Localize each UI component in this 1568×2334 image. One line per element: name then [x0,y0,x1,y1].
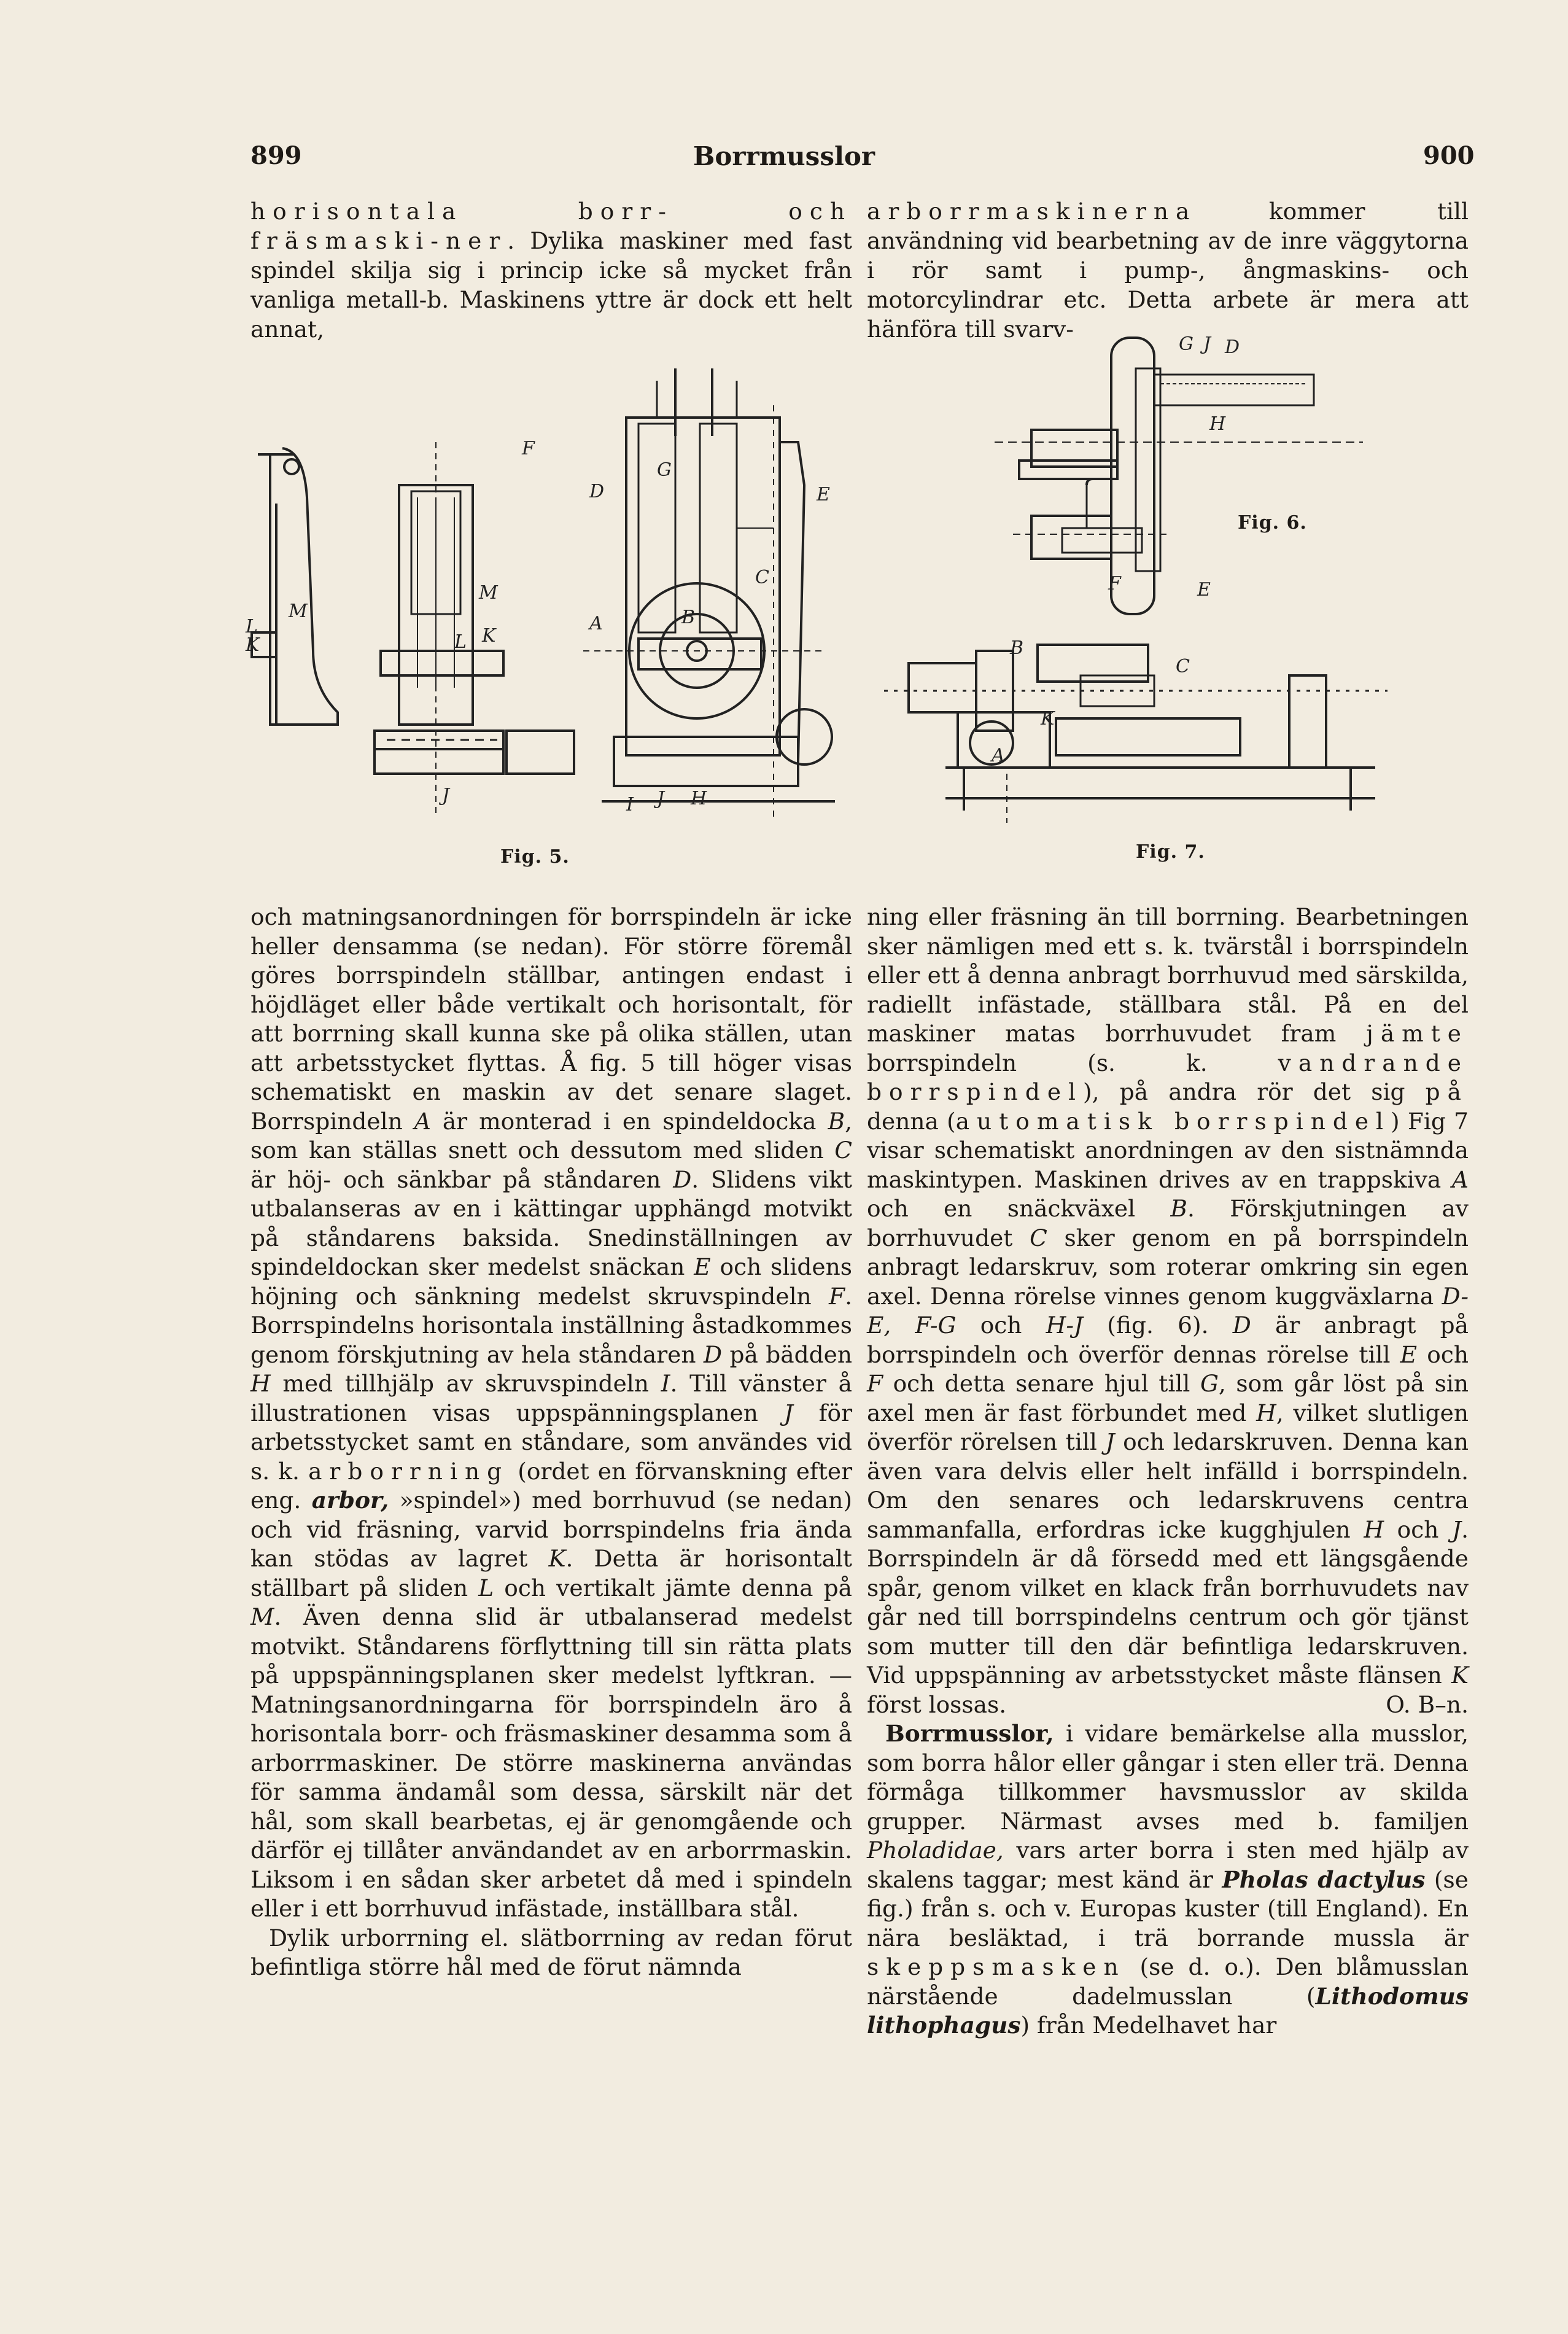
text-run: , som kan ställas snett och dessutom med sliden [250,1107,852,1164]
fig6-label-e: E [1197,579,1211,601]
figure-6-gear-train [995,332,1375,626]
text-run: ) från Medelhavet har [1020,2012,1277,2039]
text-run: , som går löst på sin axel men är fast förbundet med [867,1370,1469,1426]
text-run: H [250,1370,271,1397]
text-run: . Även denna slid är utbalanserad medelst motvikt. Ståndarens förflyttning till sin rätta plats på uppspänningsplanen sker medelst lyftkran. — Matningsanordningarna för borrspindeln äro å horisontala borr- och fräsmaskiner desamma som å arborrmaskiner. De större maskinerna användas för samma ändamål som dessa, särskilt när det hål, som skall bearbetas, ej är genomgående och därför ej tillåter användandet av en arborrmaskin. Liksom i en sådan sker arbetet då med i spindeln eller i ett borrhuvud infästade, inställbara stål. [250,1603,852,1922]
text-run: G [1200,1370,1219,1397]
text-run: och matningsanordningen för borrspindeln är icke heller densamma (se nedan). För större föremål göres borrspindeln ställbar, antingen endast i höjdläget eller både vertikalt och horisontalt, för att borrning skall kunna ske på olika ställen, utan att arbetsstycket flyttas. Å fig. 5 till höger visas schematiskt en maskin av det senare slaget. Borrspindeln [250,903,852,1135]
text-run: H [1256,1399,1276,1426]
text-run: och en snäckväxel [867,1195,1171,1222]
page-number-left: 899 [250,141,302,170]
text-run: horisontala borr- och fräsmaski- [250,198,852,254]
fig5-label-f: F [522,438,535,459]
text-run: L [478,1574,494,1601]
text-run: arborrning [308,1457,510,1485]
fig5-label-g: G [657,459,672,481]
text-run: »spindel») med borrhuvud (se nedan) och vid fräsning, varvid borrspindelns fria ända kan stödas av lagret [250,1487,852,1572]
text-run: . Borrspindelns horisontala inställning åstadkommes genom förskjutning av hela ståndaren [250,1282,852,1368]
text-run: J [1105,1428,1115,1455]
text-run: arbor, [311,1487,389,1514]
text-run: Pholas dactylus [1222,1865,1426,1893]
text-run: J [783,1399,793,1426]
fig7-label-b: B [1010,637,1024,659]
fig5-label-b: B [681,607,696,628]
text-run: Pholadidae, [867,1837,1004,1864]
text-run: sker genom en på borrspindeln anbragt ledarskruv, som roterar omkring sin egen axel. Denna rörelse vinnes genom kuggväxlarna [867,1224,1469,1310]
fig5-label-j: J [442,785,450,806]
text-run: B [1170,1195,1187,1222]
right-column-top-text [867,196,1469,344]
text-run: borrspindeln (s. k. [867,1049,1278,1076]
text-run: . Förskjutningen av borrhuvudet [867,1195,1469,1251]
text-run: C [834,1137,852,1164]
fig6-label-j: J [1203,333,1211,355]
text-run: jämte [1366,1020,1469,1047]
fig5-label-e: E [817,484,830,505]
text-run: (se fig.) från s. och v. Europas kuster (till England). En nära besläktad, i trä borrande mussla är [867,1865,1469,1951]
text-run: . Slidens vikt utbalanseras av en i kättingar upphängd motvikt på ståndarens baksida. Snedinställningen av spindeldockan sker medelst snäckan [250,1165,852,1280]
text-run: F [867,1370,883,1397]
right-column-body-text [867,903,1469,2040]
text-run: på bädden [722,1340,852,1368]
fig5-label-l-mid: L [454,631,467,653]
fig5-label-i: J [657,788,665,809]
text-run: vandrande borrspindel [867,1049,1469,1105]
text-run: arborrmaskinerna [867,198,1197,225]
text-run: E [694,1253,711,1280]
text-run: för arbetsstycket samt en ståndare, som användes vid s. k. [250,1399,853,1485]
text-run: D [1232,1312,1251,1339]
text-run: är monterad i en spindeldocka [430,1107,828,1135]
paragraph [250,903,852,1924]
figure-6-caption: Fig. 6. [1238,512,1307,534]
text-run: (se d. o.). Den blåmusslan närstående dadelmusslan ( [867,1953,1469,2010]
text-run: D [703,1340,723,1368]
figure-7-caption: Fig. 7. [1136,841,1205,863]
text-run: (ordet en förvanskning efter eng. [250,1457,852,1514]
text-run: B [828,1107,845,1135]
fig5-label-m-left: M [289,601,308,622]
text-run: A [1451,1165,1469,1193]
fig6-label-h: H [1209,413,1226,435]
text-run: och [1384,1515,1453,1543]
fig7-label-c: C [1176,656,1190,677]
left-column-top-text [250,196,852,344]
paragraph [867,196,1469,344]
text-run: vars arter borra i sten med hjälp av skalens taggar; mest känd är [867,1837,1469,1893]
text-run: ner [445,227,508,254]
text-run: kommer till användning vid bearbetning av de inre väggytorna i rör samt i pump-, ångmaskins- och motorcylindrar etc. Detta arbete är mera att hänföra till svarv- [867,198,1469,343]
text-run: . Dylika maskiner med fast spindel skilja sig i princip icke så mycket från vanliga metall-b. Maskinens yttre är dock ett helt annat, [250,227,852,343]
left-column-body-text [250,903,852,1982]
fig5-label-a: A [589,613,603,634]
figure-6-drawing [995,332,1375,626]
text-run: E [1400,1340,1418,1368]
fig5-label-c: C [755,567,769,588]
paragraph [250,196,852,344]
text-run: D [673,1165,692,1193]
text-run: K [1451,1662,1469,1689]
text-run: på [1425,1078,1469,1105]
text-run: och slidens höjning och sänkning medelst skruvspindeln [250,1253,852,1310]
fig5-label-m-mid: M [479,582,498,604]
paragraph [867,1719,1469,2040]
text-run: . Till vänster å illustrationen visas uppspänningsplanen [250,1370,852,1426]
text-run: O. B–n. [1386,1690,1469,1718]
figure-5-drawing [233,344,860,835]
figure-5-boring-machines [233,344,860,835]
figure-7-boring-spindle [884,626,1412,835]
text-run: och ledarskruven. Denna kan även vara delvis eller helt infälld i borrspindeln. Om den senares och ledarskruvens centra sammanfalla, erfordras icke kugghjulen [867,1428,1469,1543]
text-run: J [1452,1515,1462,1543]
text-run: H [1364,1515,1384,1543]
fig7-label-a: A [992,745,1005,766]
page-number-right: 900 [1423,141,1475,170]
text-run: i vidare bemärkelse alla musslor, som borra hålor eller gångar i sten eller trä. Denna förmåga tillkommer havsmusslor av skilda grupper. Närmast avses med b. familjen [867,1720,1469,1835]
text-run: med tillhjälp av skruvspindeln [270,1370,661,1397]
text-run: är höj- och sänkbar på ståndaren [250,1165,673,1193]
text-run: D-E, F-G [867,1282,1469,1339]
fig5-label-d: D [589,481,605,502]
text-run: C [1030,1224,1047,1251]
text-run: F [829,1282,845,1310]
text-run: M [250,1603,274,1630]
text-run: (fig. 6). [1083,1312,1233,1339]
fig6-label-g: G [1179,333,1193,355]
fig5-label-k-left: K [246,634,260,656]
text-run: K [548,1545,566,1572]
fig5-label-l-left: L [246,616,258,637]
text-run: och [1417,1340,1469,1368]
text-run: ) Fig 7 visar schematiskt anordningen av den sistnämnda maskintypen. Maskinen drives av en trappskiva [867,1107,1469,1193]
paragraph [250,1924,852,1982]
fig7-label-k: K [1041,708,1055,729]
fig5-label-k-mid: K [482,625,496,647]
text-run: ), på andra rör det sig [1083,1078,1426,1105]
text-run: skeppsmasken [867,1953,1126,1980]
text-run: är anbragt på borrspindeln och överför dennas rörelse till [867,1312,1469,1368]
paragraph [867,903,1469,1719]
text-run: H-J [1046,1312,1084,1339]
text-run: denna ( [867,1107,956,1135]
text-run: Lithodomus lithophagus [867,1982,1469,2039]
fig6-label-d: D [1225,336,1240,358]
text-run: och detta senare hjul till [883,1370,1200,1397]
text-run: I [661,1370,670,1397]
running-head-title: Borrmusslor [693,141,875,171]
text-run: och vertikalt jämte denna på [494,1574,852,1601]
text-run: först lossas. [867,1690,1007,1718]
text-run: , vilket slutligen överför rörelsen till [867,1399,1469,1455]
figure-5-caption: Fig. 5. [500,846,570,868]
text-run: och [956,1312,1046,1339]
text-run: ning eller fräsning än till borrning. Bearbetningen sker nämligen med ett s. k. tvärstål i borrspindeln eller ett å denna anbragt borrhuvud med särskilda, radiellt infästade, ställbara stål. På en del maskiner matas borrhuvudet fram [867,903,1469,1047]
text-run: Dylik urborrning el. slätborrning av redan förut befintliga större hål med de förut nämnda [250,1924,852,1980]
figure-7-drawing [884,626,1412,835]
text-run: A [414,1107,431,1135]
text-run: automatisk borrspindel [955,1107,1391,1135]
text-run: . Borrspindeln är då försedd med ett längsgående spår, genom vilket en klack från borrhuvudets nav går ned till borrspindelns centrum och gör tjänst som mutter till den där befintliga ledarskruven. Vid uppspänning av arbetsstycket måste flänsen [867,1515,1469,1689]
text-run: Borrmusslor, [885,1720,1054,1747]
fig5-label-h: H [691,788,707,809]
fig5-label-extra: I [626,794,634,815]
text-run: . Detta är horisontalt ställbart på sliden [250,1545,852,1601]
fig6-label-f: F [1108,573,1121,594]
